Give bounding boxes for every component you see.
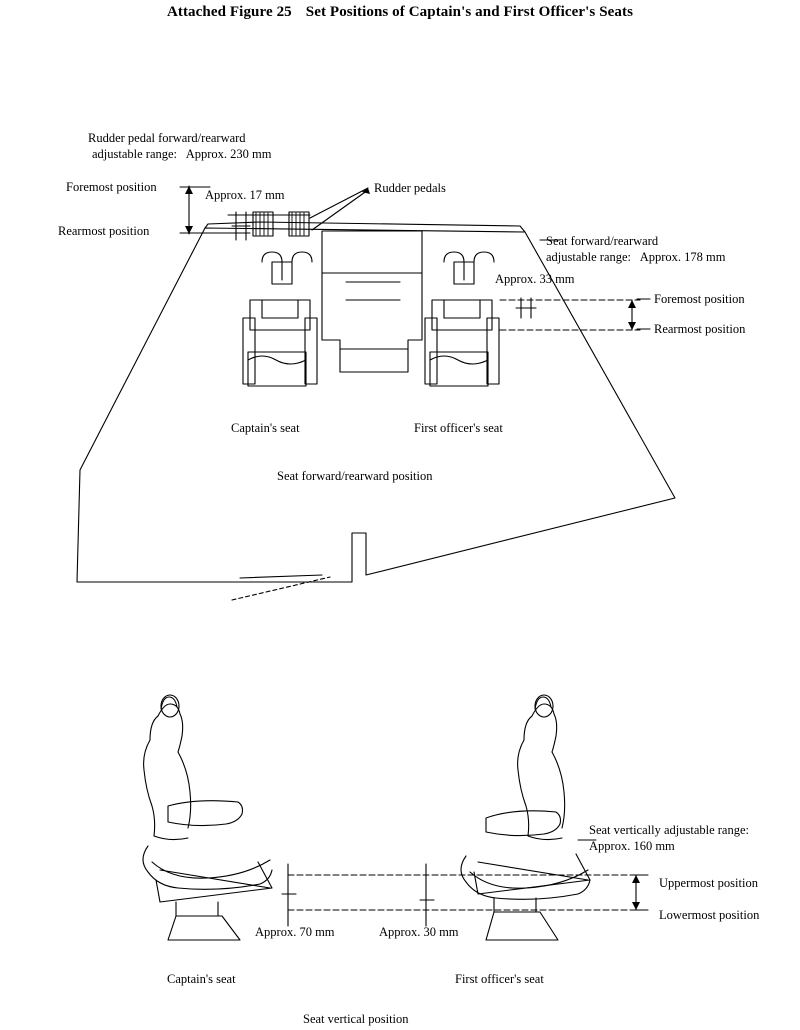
side-captain-cushion-line	[152, 860, 270, 878]
seat-range-arrow-bottom	[628, 322, 636, 330]
captain-armrest-right	[305, 318, 317, 384]
approx-17mm-label: Approx. 17 mm	[205, 188, 285, 202]
side-captain-seat-base	[143, 846, 272, 889]
captains-seat-label-top: Captain's seat	[231, 421, 300, 435]
rearmost-position-label-right: Rearmost position	[654, 322, 746, 336]
side-fo-backrest-front	[518, 740, 529, 836]
captains-seat-label-side: Captain's seat	[167, 972, 236, 986]
vertical-range-arrow-bottom	[632, 902, 640, 910]
side-fo-back-bottom	[528, 836, 562, 840]
center-console-top	[322, 231, 422, 273]
side-captain-backrest-rear	[178, 752, 191, 828]
side-fo-cushion-line	[470, 870, 588, 888]
vertical-range-label-line2: Approx. 160 mm	[589, 839, 675, 853]
side-fo-pedestal	[486, 912, 558, 940]
cockpit-dashed-line	[232, 577, 330, 600]
seat-range-arrow-top	[628, 300, 636, 308]
side-captain-pedestal	[168, 916, 240, 940]
rudder-range-label-line2: adjustable range: Approx. 230 mm	[92, 147, 272, 161]
vertical-range-label-line1: Seat vertically adjustable range:	[589, 823, 750, 837]
fo-armrest-right	[487, 318, 499, 384]
vertical-range-arrow-top	[632, 875, 640, 883]
fo-seat-front-curve	[430, 356, 488, 364]
captain-seat-back	[250, 300, 310, 330]
cockpit-outline	[77, 228, 675, 582]
cockpit-lower-line	[240, 575, 322, 578]
side-fo-armrest	[486, 811, 561, 836]
side-captain-armrest	[168, 801, 243, 826]
fo-seat-back-inner	[444, 300, 480, 318]
side-fo-backrest-rear	[552, 752, 565, 828]
fo-seat-back	[432, 300, 492, 330]
approx-33mm-label: Approx. 33 mm	[495, 272, 575, 286]
uppermost-position-label: Uppermost position	[659, 876, 758, 890]
side-view-caption: Seat vertical position	[303, 1012, 409, 1026]
rearmost-position-label-left: Rearmost position	[58, 224, 150, 238]
side-captain-backrest-front	[144, 740, 155, 836]
center-pedestal	[322, 273, 422, 372]
side-captain-back-bottom	[154, 836, 188, 840]
captain-armrest-left	[243, 318, 255, 384]
rudder-pedal-captain-hatch	[256, 213, 268, 235]
seat-range-label-line1: Seat forward/rearward	[546, 234, 659, 248]
foremost-position-label-left: Foremost position	[66, 180, 157, 194]
rudder-range-label-line1: Rudder pedal forward/rearward	[88, 131, 246, 145]
captain-yoke-right	[292, 252, 312, 262]
top-view-caption: Seat forward/rearward position	[277, 469, 433, 483]
approx-30mm-label: Approx. 30 mm	[379, 925, 459, 939]
first-officers-seat-label-side: First officer's seat	[455, 972, 544, 986]
side-captain-seat-pan	[160, 870, 270, 888]
rudder-pedals-label: Rudder pedals	[374, 181, 446, 195]
fo-armrest-left	[425, 318, 437, 384]
figure-title-text: Set Positions of Captain's and First Officer's Seats	[305, 4, 634, 20]
side-fo-seat-pan	[478, 862, 588, 880]
rudder-pedal-fo-hatch	[292, 213, 304, 235]
foremost-position-label-right: Foremost position	[654, 292, 745, 306]
fo-yoke-right	[474, 252, 494, 262]
first-officers-seat-label-top: First officer's seat	[414, 421, 503, 435]
captain-seat-front-curve	[248, 356, 306, 364]
rudder-leader-1	[310, 188, 368, 218]
captain-seat-back-inner	[262, 300, 298, 318]
approx-70mm-label: Approx. 70 mm	[255, 925, 335, 939]
figure-number: Attached Figure 25	[166, 4, 292, 20]
seat-range-label-line2: adjustable range: Approx. 178 mm	[546, 250, 726, 264]
lowermost-position-label: Lowermost position	[659, 908, 760, 922]
